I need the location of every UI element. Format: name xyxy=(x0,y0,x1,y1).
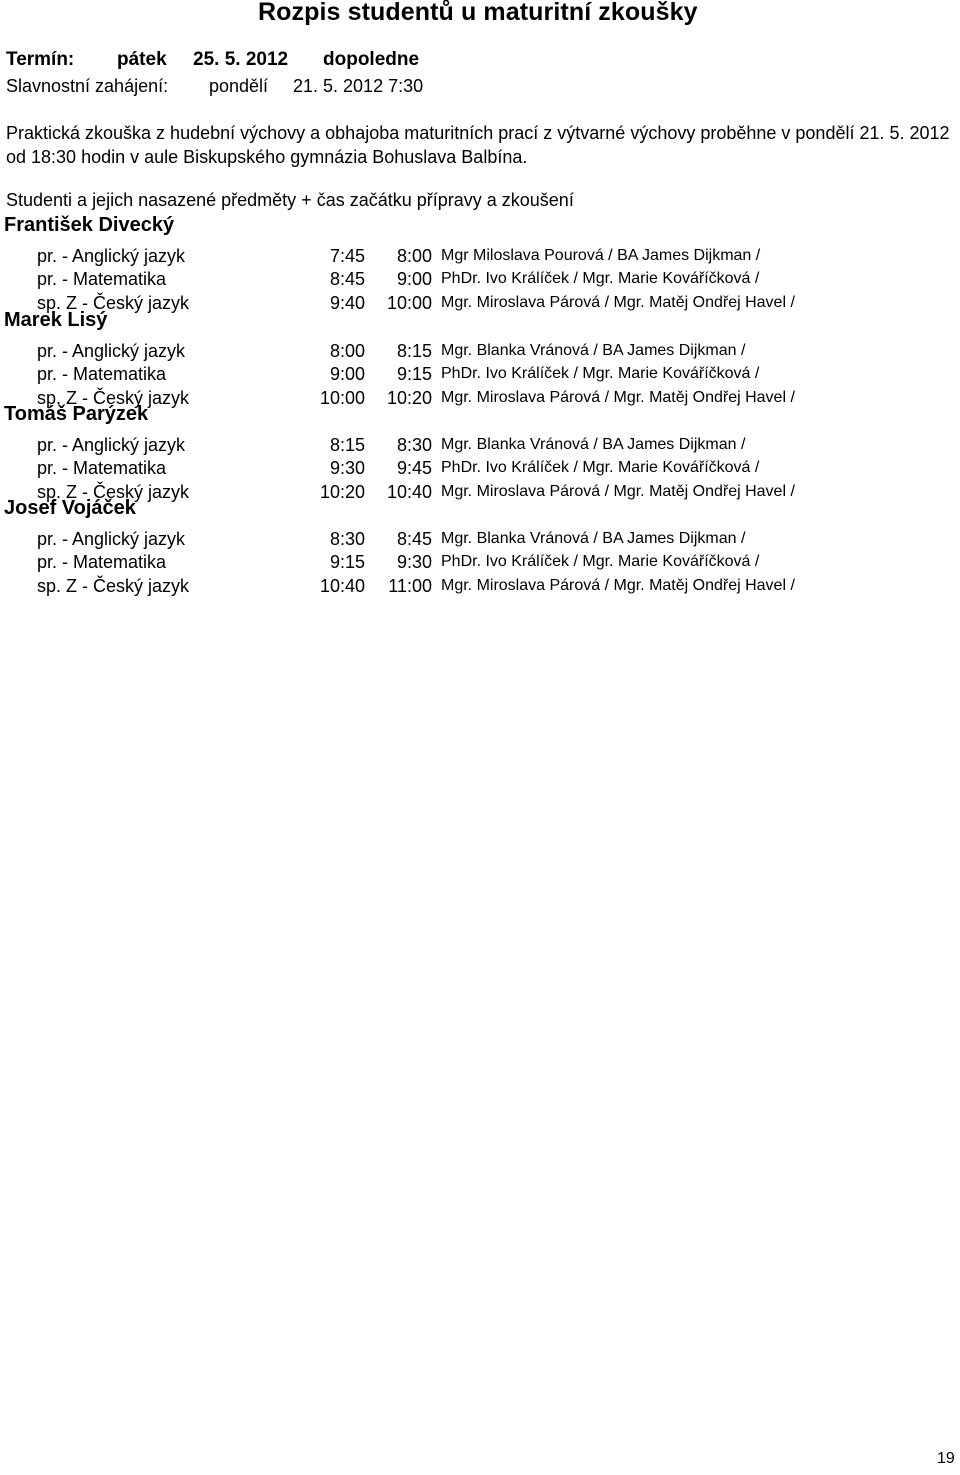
exam-time: 9:00 xyxy=(396,269,432,289)
term-label: Termín: xyxy=(6,49,75,70)
exam-time: 9:45 xyxy=(396,458,432,478)
exam-time: 10:20 xyxy=(386,388,432,408)
subject: pr. - Anglický jazyk xyxy=(37,341,186,361)
schedule-row xyxy=(0,552,960,574)
practical-exam-note: Praktická zkouška z hudební výchovy a obhajoba maturitních prací z výtvarné výchovy proběhne v pondělí 21. 5. 2012 od 18:30 hodin v aule Biskupského gymnázia Bohuslava Balbína. xyxy=(6,123,950,167)
prep-time: 9:30 xyxy=(329,458,365,478)
schedule-row xyxy=(0,458,960,480)
page-title: Rozpis studentů u maturitní zkoušky xyxy=(258,0,698,26)
prep-time: 8:15 xyxy=(329,435,365,455)
opening-label: Slavnostní zahájení: xyxy=(6,76,169,96)
student-name: Marek Lisý xyxy=(4,309,108,331)
subject: sp. Z - Český jazyk xyxy=(37,293,190,313)
schedule-row xyxy=(0,482,960,504)
exam-time: 9:30 xyxy=(396,552,432,572)
subject: sp. Z - Český jazyk xyxy=(37,576,190,596)
committee: Mgr. Miroslava Párová / Mgr. Matěj Ondřej Havel / xyxy=(441,294,795,311)
term-day: pátek xyxy=(117,49,167,70)
schedule-row xyxy=(0,435,960,457)
exam-time: 8:30 xyxy=(396,435,432,455)
committee: Mgr. Miroslava Párová / Mgr. Matěj Ondřej Havel / xyxy=(441,483,795,500)
schedule-row xyxy=(0,576,960,598)
page-number: 19 xyxy=(937,1450,955,1467)
exam-time: 10:00 xyxy=(386,293,432,313)
prep-time: 8:00 xyxy=(329,341,365,361)
prep-time: 10:00 xyxy=(319,388,365,408)
intro-text: Studenti a jejich nasazené předměty + čas začátku přípravy a zkoušení xyxy=(6,190,574,210)
prep-time: 9:15 xyxy=(329,552,365,572)
committee: PhDr. Ivo Králíček / Mgr. Marie Kováříčková / xyxy=(441,459,760,476)
prep-time: 10:20 xyxy=(319,482,365,502)
opening-day: pondělí xyxy=(209,76,269,96)
prep-time: 7:45 xyxy=(329,246,365,266)
prep-time: 9:40 xyxy=(329,293,365,313)
subject: pr. - Anglický jazyk xyxy=(37,529,186,549)
committee: PhDr. Ivo Králíček / Mgr. Marie Kováříčková / xyxy=(441,553,760,570)
schedule-row xyxy=(0,529,960,551)
committee: Mgr. Blanka Vránová / BA James Dijkman / xyxy=(441,342,746,359)
committee: Mgr Miloslava Pourová / BA James Dijkman / xyxy=(441,247,761,264)
prep-time: 8:45 xyxy=(329,269,365,289)
prep-time: 9:00 xyxy=(329,364,365,384)
exam-time: 8:00 xyxy=(396,246,432,266)
committee: Mgr. Miroslava Párová / Mgr. Matěj Ondřej Havel / xyxy=(441,389,795,406)
schedule-row xyxy=(0,269,960,291)
committee: Mgr. Blanka Vránová / BA James Dijkman / xyxy=(441,530,746,547)
committee: PhDr. Ivo Králíček / Mgr. Marie Kováříčková / xyxy=(441,365,760,382)
committee: PhDr. Ivo Králíček / Mgr. Marie Kováříčková / xyxy=(441,270,760,287)
committee: Mgr. Miroslava Párová / Mgr. Matěj Ondřej Havel / xyxy=(441,577,795,594)
exam-time: 11:00 xyxy=(388,576,432,596)
schedule-row xyxy=(0,246,960,268)
exam-time: 8:45 xyxy=(396,529,432,549)
committee: Mgr. Blanka Vránová / BA James Dijkman / xyxy=(441,436,746,453)
student-name: František Divecký xyxy=(4,214,175,236)
prep-time: 8:30 xyxy=(329,529,365,549)
term-date: 25. 5. 2012 xyxy=(193,49,289,70)
subject: pr. - Matematika xyxy=(37,552,167,572)
student-name: Josef Vojáček xyxy=(4,497,136,519)
subject: pr. - Matematika xyxy=(37,458,167,478)
term-part: dopoledne xyxy=(323,49,420,70)
schedule-row xyxy=(0,341,960,363)
schedule-row xyxy=(0,364,960,386)
exam-time: 8:15 xyxy=(396,341,432,361)
subject: pr. - Anglický jazyk xyxy=(37,435,186,455)
subject: pr. - Anglický jazyk xyxy=(37,246,186,266)
student-name: Tomáš Parýzek xyxy=(4,403,149,425)
exam-time: 10:40 xyxy=(386,482,432,502)
opening-datetime: 21. 5. 2012 7:30 xyxy=(293,76,424,96)
prep-time: 10:40 xyxy=(319,576,365,596)
subject: pr. - Matematika xyxy=(37,364,167,384)
subject: sp. Z - Český jazyk xyxy=(37,388,190,408)
subject: pr. - Matematika xyxy=(37,269,167,289)
schedule-row xyxy=(0,293,960,315)
subject: sp. Z - Český jazyk xyxy=(37,482,190,502)
exam-time: 9:15 xyxy=(396,364,432,384)
